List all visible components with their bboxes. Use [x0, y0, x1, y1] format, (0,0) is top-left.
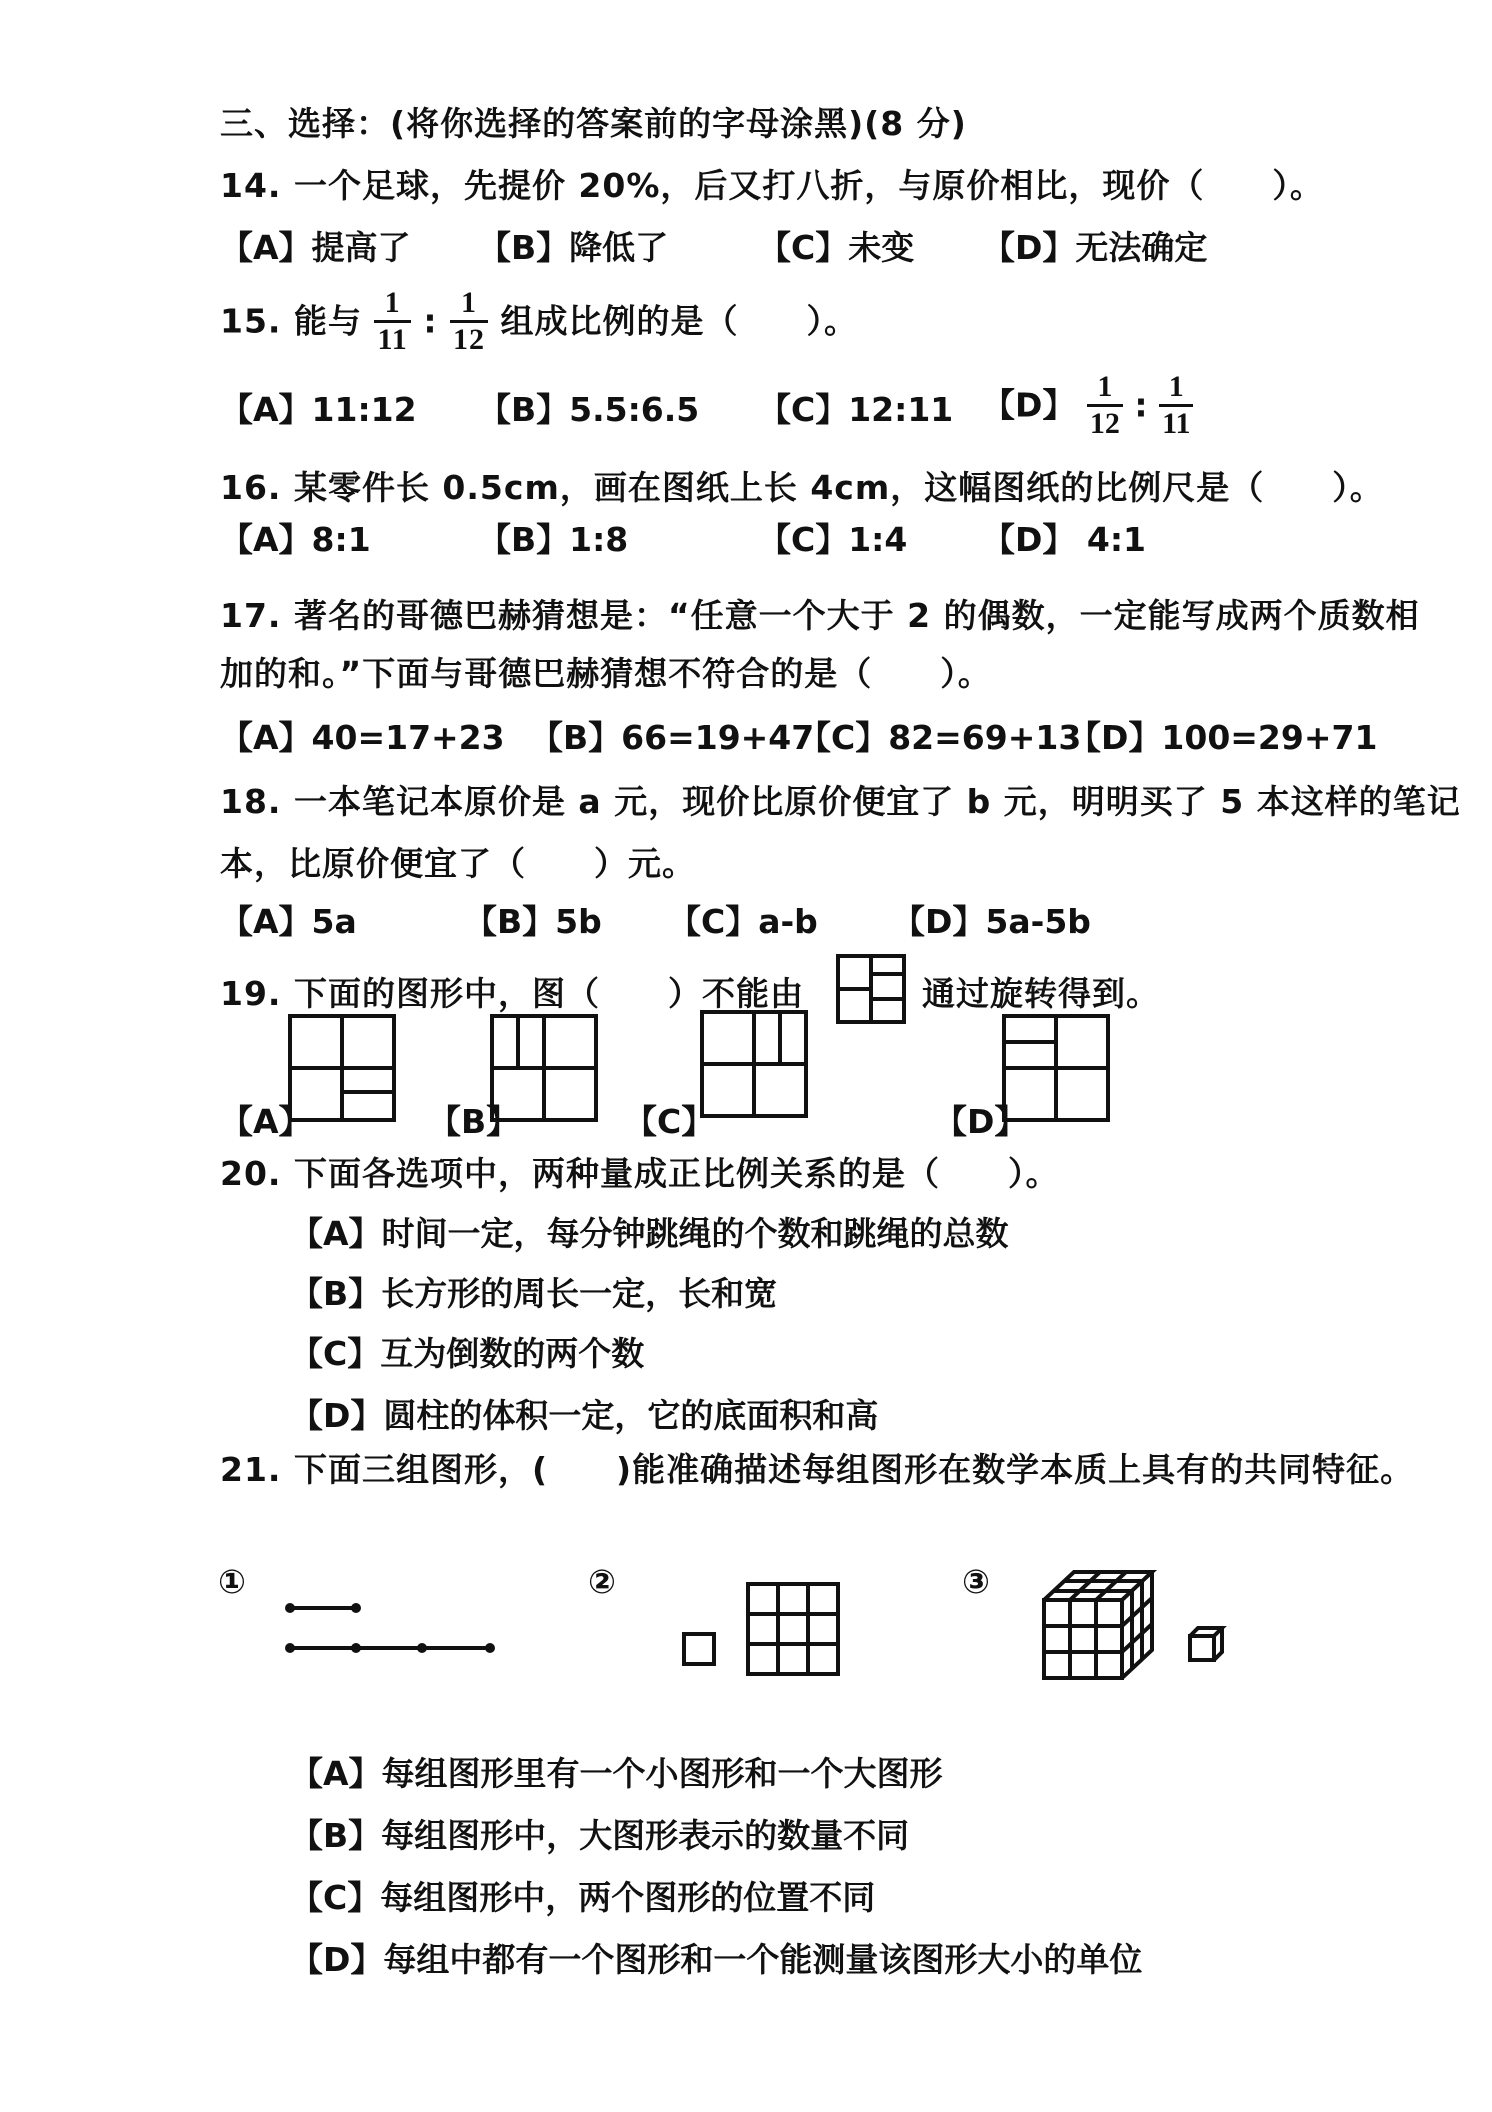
q20-option-a[interactable]: 【A】时间一定，每分钟跳绳的个数和跳绳的总数 [290, 1214, 1009, 1253]
q17-option-d[interactable]: 【D】100=29+71 [1068, 718, 1378, 757]
q15-option-d[interactable]: 【D】 $\frac{1}{12}$ : $\frac{1}{11}$ [982, 370, 1193, 441]
question-16: 16. 某零件长 0.5cm，画在图纸上长 4cm，这幅图纸的比例尺是（ ）。 [220, 468, 1384, 507]
q21-option-d[interactable]: 【D】每组中都有一个图形和一个能测量该图形大小的单位 [290, 1940, 1143, 1979]
q19-option-b[interactable]: 【B】 [428, 1102, 520, 1141]
q19-figure-c[interactable] [700, 1010, 810, 1120]
q18-option-b[interactable]: 【B】5b [464, 902, 602, 941]
q15-optd-frac2-numerator: 1 [1159, 370, 1193, 407]
q19-option-d[interactable]: 【D】 [934, 1102, 1028, 1141]
q14-option-b[interactable]: 【B】降低了 [478, 228, 669, 267]
q16-option-c[interactable]: 【C】1:4 [758, 520, 908, 559]
q15-option-b[interactable]: 【B】5.5:6.5 [478, 390, 700, 429]
q15-frac1-denominator: 11 [377, 323, 408, 356]
q15-frac2-denominator: 12 [453, 323, 486, 356]
q18-option-a[interactable]: 【A】5a [220, 902, 357, 941]
q20-option-d[interactable]: 【D】圆柱的体积一定，它的底面积和高 [290, 1396, 879, 1435]
q16-option-d[interactable]: 【D】 4:1 [982, 520, 1147, 559]
question-14: 14. 一个足球，先提价 20%，后又打八折，与原价相比，现价（ ）。 [220, 166, 1324, 205]
q15-optd-frac1-numerator: 1 [1087, 370, 1123, 407]
q19-figure-b[interactable] [490, 1014, 600, 1124]
q21-option-a[interactable]: 【A】每组图形里有一个小图形和一个大图形 [290, 1754, 943, 1793]
q17-option-a[interactable]: 【A】40=17+23 [220, 718, 505, 757]
section-title: 三、选择：(将你选择的答案前的字母涂黑)(8 分) [220, 104, 967, 143]
question-21: 21. 下面三组图形，( )能准确描述每组图形在数学本质上具有的共同特征。 [220, 1450, 1415, 1489]
q15-optd-label: 【D】 [982, 385, 1076, 425]
q18-option-d[interactable]: 【D】5a-5b [892, 902, 1091, 941]
question-18-line-1: 18. 一本笔记本原价是 a 元，现价比原价便宜了 b 元，明明买了 5 本这样的笔记 [220, 782, 1461, 821]
q17-option-c[interactable]: 【C】82=69+13 [798, 718, 1082, 757]
q17-option-b[interactable]: 【B】66=19+47 [530, 718, 815, 757]
question-20: 20. 下面各选项中，两种量成正比例关系的是（ ）。 [220, 1154, 1060, 1193]
q15-fraction-2 [450, 286, 488, 357]
q15-frac1-numerator: 1 [374, 286, 410, 323]
q14-option-d[interactable]: 【D】无法确定 [982, 228, 1208, 267]
q16-option-b[interactable]: 【B】1:8 [478, 520, 629, 559]
q21-group-1-segments [284, 1598, 504, 1668]
q15-colon: : [423, 301, 438, 341]
q15-frac2-numerator: 1 [450, 286, 488, 323]
q15-optd-frac1-denominator: 12 [1089, 407, 1120, 440]
q21-option-b[interactable]: 【B】每组图形中，大图形表示的数量不同 [290, 1816, 910, 1855]
q16-option-a[interactable]: 【A】8:1 [220, 520, 371, 559]
q20-option-c[interactable]: 【C】互为倒数的两个数 [290, 1334, 645, 1373]
q15-optd-fraction-1 [1087, 370, 1123, 441]
q20-option-b[interactable]: 【B】长方形的周长一定，长和宽 [290, 1274, 778, 1313]
q21-group-3-label: ③ [962, 1562, 991, 1601]
q21-group-3-cubes [1040, 1566, 1280, 1686]
q15-option-a[interactable]: 【A】11:12 [220, 390, 417, 429]
q15-optd-fraction-2 [1159, 370, 1193, 441]
q18-option-c[interactable]: 【C】a-b [668, 902, 818, 941]
q21-group-1-label: ① [218, 1562, 247, 1601]
q21-group-2-squares [680, 1580, 860, 1680]
question-18-line-2: 本，比原价便宜了（ ）元。 [220, 844, 696, 883]
q21-group-2-label: ② [588, 1562, 617, 1601]
q15-optd-frac2-denominator: 11 [1162, 407, 1191, 440]
q15-prefix: 15. 能与 [220, 301, 362, 341]
q15-fraction-1 [374, 286, 410, 357]
q15-option-c[interactable]: 【C】12:11 [758, 390, 954, 429]
q19-option-a[interactable]: 【A】 [220, 1102, 312, 1141]
q19-figure-d[interactable] [1002, 1014, 1112, 1124]
question-19-text-a: 19. 下面的图形中，图（ ）不能由 [220, 974, 804, 1013]
q15-suffix: 组成比例的是（ ）。 [500, 301, 859, 341]
q19-reference-figure [836, 954, 906, 1024]
question-15 [220, 286, 858, 357]
q21-option-c[interactable]: 【C】每组图形中，两个图形的位置不同 [290, 1878, 876, 1917]
q19-figure-a[interactable] [288, 1014, 398, 1124]
question-19-text-b: 通过旋转得到。 [922, 974, 1160, 1013]
q19-option-c[interactable]: 【C】 [624, 1102, 715, 1141]
question-17-line-1: 17. 著名的哥德巴赫猜想是：“任意一个大于 2 的偶数，一定能写成两个质数相 [220, 596, 1420, 635]
question-17-line-2: 加的和。”下面与哥德巴赫猜想不符合的是（ ）。 [220, 654, 992, 693]
q14-option-a[interactable]: 【A】提高了 [220, 228, 411, 267]
q14-option-c[interactable]: 【C】未变 [758, 228, 915, 267]
